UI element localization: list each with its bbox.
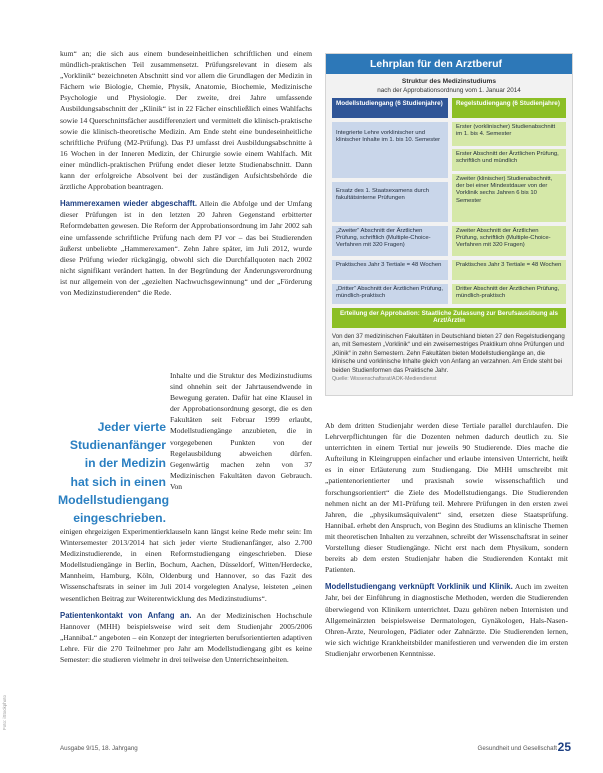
paragraph: [325, 581, 568, 659]
paragraph-body: Allein die Abfolge und der Umfang dieser Prüfungen ist in den letzten 20 Jahren Gegenstand erbitterter Reformdebatten gewesen. Die Reform der Approbationsordnung im Jahr 2002 sah eine umfassende schriftliche Prüfung nach dem PJ vor – das bei Studierenden äußerst unbeliebte „Hammerexamen“. Zehn Jahre später, im Juli 2012, wurde diese Prüfung wieder rückgängig, obwohl sich die Durchfallquoten nach 2002 nicht signifikant verändert hatten. In der Begründung der Änderungsverordnung ist nur allgemein von der „gezielten Nachwuchsgewinnung“ und der „Förderung von Medizinstudierenden“ die Rede.: [60, 199, 312, 297]
column-head-model: Modellstudiengang (6 Studienjahre): [332, 98, 448, 118]
regel-step: Erster (vorklinischer) Studienabschnitt im 1. bis 4. Semester: [452, 122, 566, 146]
paragraph-lead: Modellstudiengang verknüpft Vorklinik und Klinik.: [325, 582, 513, 592]
right-column: [325, 420, 568, 659]
inset-paragraph-bottom: [60, 526, 312, 665]
model-step: Praktisches Jahr 3 Tertiale = 48 Wochen: [332, 260, 448, 280]
paragraph-lead: Hammerexamen wieder abgeschafft.: [60, 199, 197, 209]
paragraph: Ab dem dritten Studienjahr werden diese Tertiale parallel durchlaufen. Die Lehrverpflichtungen für die Dozenten nehmen dadurch deutlich zu. Sie unterrichten in einem Tertial nur jeweils 90 Studierende. Dies mache die Aufteilung in Kleingruppen einfacher und erlaube intensiven Unterricht, heißt es in einer Erläuterung zum Studiengang. Die MHH umschreibt mit „patientenorientierter und praxisnah sowie wissenschaftlich und forschungsorientiert“ die Ziele des Modellstudiengangs. Die Studierenden nehmen nicht an der M1-Prüfung teil. Mehrere Prüfungen in den ersten zwei Jahren, die „physikumsäquivalent“ sind, ersetzen diese Staatsprüfung. HannibaL erhebt den Anspruch, von Beginn des Studiums an klinische Themen mit theoretischen Inhalten zu verzahnen, schreibt der Wissenschaftsrat in seiner Vorstellung dieser Studiengänge. Nicht erst nach dem Physikum, sondern bereits ab dem ersten Studienjahr haben die Studierenden Kontakt mit Patienten.: [325, 421, 568, 575]
paragraph-body: An der Medizinischen Hochschule Hannover (MHH) beispielsweise wird seit dem Studienjahr 2005/2006 „HannibaL“ angeboten – ein Konzept der integrierten berufsorientierten adaptiven Lehre. Für die 270 Teilnehmer pro Jahr am Modellstudiengang gibt es keine Semester: die studieren vielmehr in drei teilweise den Unterrichtseinheiten.: [60, 610, 312, 665]
regel-step: Erster Abschnitt der Ärztlichen Prüfung, schriftlich und mündlich: [452, 149, 566, 171]
infobox-title: Lehrplan für den Arztberuf: [326, 54, 572, 74]
paragraph: kum“ an; die sich aus einem bundeseinheitlichen schriftlichen und einem mündlich-praktischen Teil zusammensetzt. Prüfungsrelevant in diesem als „Vorklinik“ bezeichneten Abschnitt sind vor allem die Grundlagen der Medizin in Fächern wie Biologie, Chemie, Physik, Anatomie, Biochemie, Medizinische Psychologie und Physiologie. Der zweite, drei Jahre umfassende Ausbildungsabschnitt der „Klinik“ ist in 22 Fächer einschließlich eines Wahlfachs sowie 14 Querschnittsfächer ausdifferenziert und vermittelt die klinisch-praktische sowie die klinisch-theoretische Medizin. Am Ende steht eine bundeseinheitliche schriftliche Prüfung (M2-Prüfung). Das PJ umfasst drei Ausbildungsabschnitte à 16 Wochen in der Inneren Medizin, der Chirurgie sowie einem Wahlfach. Mit einer mündlich-praktischen Prüfung endet dieser letzte Studienabschnitt. Dann kann der erfolgreiche Absolvent bei der zuständigen Aufsichtsbehörde die ärztliche Approbation beantragen.: [60, 49, 312, 192]
inset-paragraph-top: Inhalte und die Struktur des Medizinstudiums sind ohnehin seit der Jahrtausendwende in Bewegung geraten. Dafür hat eine Klausel in der Approbationsordnung gesorgt, die es den Fakultäten seit Februar 1999 erlaubt, Modellstudiengänge anzubieten, die in vorgegebenen Punkten von der Regelausbildung abweichen dürfen. Gegenwärtig machen zehn von 37 Medizinischen Fakultäten davon Gebrauch. Von: [170, 371, 312, 491]
pull-quote-line: Jeder vierte: [97, 420, 166, 434]
paragraph-body: Auch im zweiten Jahr, bei der Einführung in diagnostische Methoden, werden die Studierenden überwiegend von Klinikern unterrichtet. Dazu gehören neben Internisten und Allgemeinärzten beispielsweise Dermatologen, Gynäkologen, Hals-Nasen-Ohren-Ärzte, Neurologen, Pädiater oder Zahnärzte. Die Studierenden lernen, wie sich wichtige Krankheitsbilder manifestieren und verwenden die im ersten Studienjahr erworbenen Kenntnisse.: [325, 582, 568, 658]
pull-quote: [58, 418, 170, 527]
pull-quote-line: hat sich in einen: [70, 474, 166, 489]
regel-step: Zweiter Abschnitt der Ärztlichen Prüfung, schriftlich (Multiple-Choice-Verfahren mit 320 Fragen): [452, 226, 566, 256]
regel-step: Zweiter (klinischer) Studienabschnitt, der bei einer Mindestdauer von der Vorklinik sechs Jahren 6 bis 10 Semester: [452, 174, 566, 222]
paragraph: einigen ehrgeizigen Experimentierklauseln kann längst keine Rede mehr sein: Im Wintersemester 2013/2014 hat sich jeder vierte Studienanfänger, also 2.700 Medizinstudierende, in einen Reformstudiengang eingeschrieben. Diese Modellstudiengänge in Berlin, Bochum, Aachen, Düsseldorf, Witten/Herdecke, Mannheim, Hamburg, Köln, Oldenburg und Hannover, so das Fazit des Wissenschaftsrats in seiner im Juli 2014 vorgelegten Analyse, leisteten „einen wesentlichen Beitrag zur Weiterentwicklung des Medizinstudiums“.: [60, 527, 312, 603]
photo-credit: Foto: iStockphoto: [2, 694, 7, 730]
paragraph: [60, 610, 312, 665]
infobox-curriculum: [325, 53, 573, 396]
chart-title: [326, 78, 572, 95]
column-head-regel: Regelstudiengang (6 Studienjahre): [452, 98, 566, 118]
model-step: „Zweiter“ Abschnitt der Ärztlichen Prüfung, schriftlich (Multiple-Choice-Verfahren mit 320 Fragen): [332, 226, 448, 256]
footer-section: Gesundheit und Gesellschaft: [477, 745, 557, 752]
pull-quote-line: Modellstudiengang: [58, 492, 170, 507]
regel-step: Praktisches Jahr 3 Tertiale = 48 Wochen: [452, 260, 566, 280]
model-step: „Dritter“ Abschnitt der Ärztlichen Prüfung, mündlich-praktisch: [332, 284, 448, 304]
model-step: Integrierte Lehre vorklinischer und klinischer Inhalte im 1. bis 10. Semester: [332, 122, 448, 178]
caption-source: Quelle: Wissenschaftsrat/AOK-Mediendienst: [332, 376, 437, 383]
pull-quote-line: Studienanfänger: [69, 438, 166, 453]
footer-issue: Ausgabe 9/15, 18. Jahrgang: [60, 745, 138, 752]
infobox-caption: [332, 333, 568, 383]
approbation-step: Erteilung der Approbation: Staatliche Zulassung zur Berufsausübung als Arzt/Ärztin: [332, 308, 566, 328]
page-number: 25: [557, 740, 571, 754]
model-step: Ersatz des 1. Staatsexamens durch fakultätsinterne Prüfungen: [332, 182, 448, 222]
paragraph-lead: Patientenkontakt von Anfang an.: [60, 610, 192, 620]
regel-step: Dritter Abschnitt der Ärztlichen Prüfung, mündlich-praktisch: [452, 284, 566, 304]
pull-quote-line: in der Medizin: [84, 456, 166, 471]
pull-quote-line: eingeschrieben.: [73, 511, 166, 526]
chart-title-main: Struktur des Medizinstudiums: [401, 78, 497, 85]
chart-title-sub: nach der Approbationsordnung vom 1. Januar 2014: [377, 86, 521, 94]
caption-text: Von den 37 medizinischen Fakultäten in Deutschland bieten 27 den Regelstudiengang an, mit Semestern „Vorklinik“ und ein zweisemestriges Praktikum ohne Prüfungen und „Klinik“ in zehn Semestern. Zehn Fakultäten bieten Modellstudiengänge an, die klinische und vorklinische Inhalte gleich von Anfang an verzahnen. Am Ende steht bei beiden Studienformen das Praktische Jahr.: [332, 333, 565, 374]
paragraph: [60, 198, 312, 298]
left-column: [60, 48, 312, 298]
